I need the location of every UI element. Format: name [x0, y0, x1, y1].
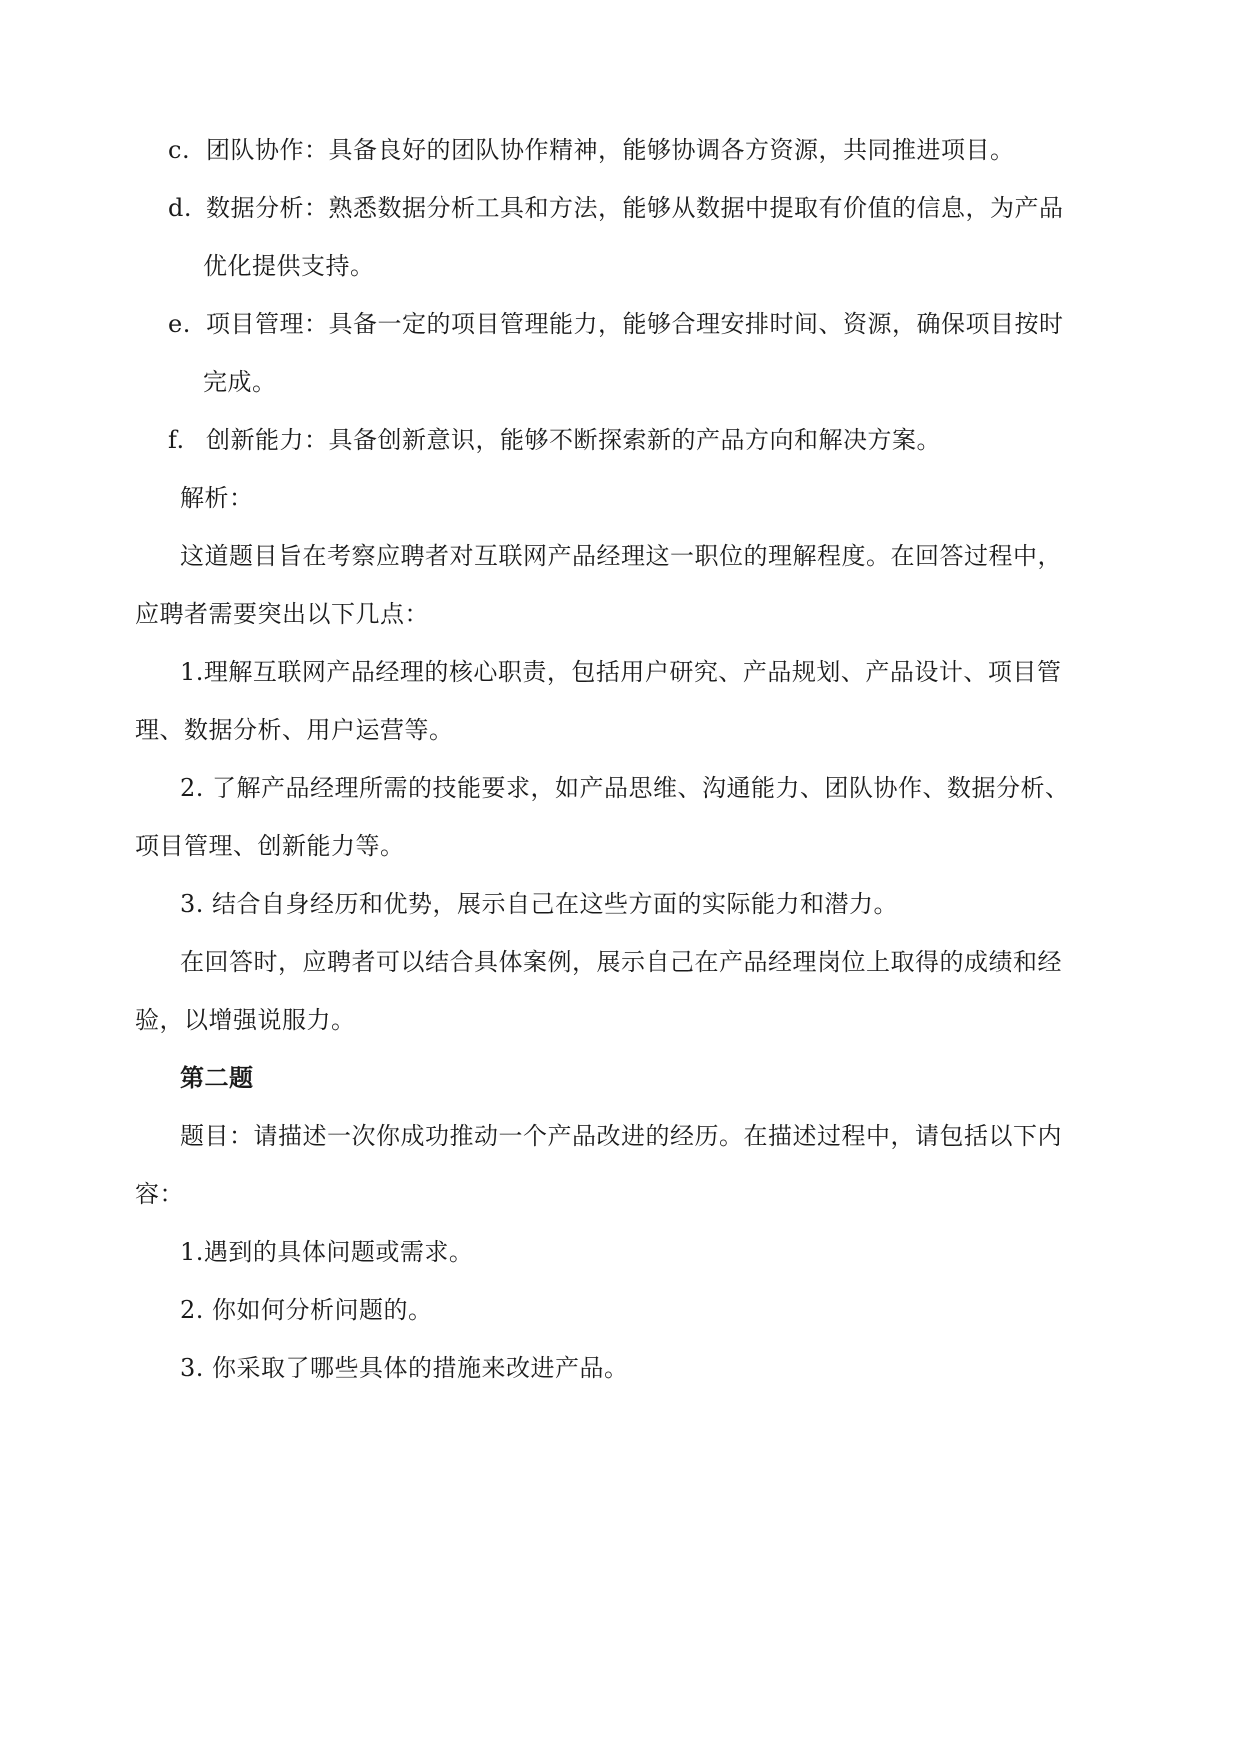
list-item-e-continuation: 完成。: [203, 368, 277, 396]
analysis-point-2: 2. 了解产品经理所需的技能要求，如产品思维、沟通能力、团队协作、数据分析、: [180, 774, 1070, 802]
list-item-text: 项目管理：具备一定的项目管理能力，能够合理安排时间、资源，确保项目按时: [206, 310, 1064, 338]
analysis-point-3: 3. 结合自身经历和优势，展示自己在这些方面的实际能力和潜力。: [180, 890, 899, 918]
list-marker: f.: [168, 426, 185, 454]
analysis-point-2-continuation: 项目管理、创新能力等。: [135, 832, 405, 860]
question-item-2: 2. 你如何分析问题的。: [180, 1296, 433, 1324]
list-item-d-continuation: 优化提供支持。: [203, 252, 375, 280]
analysis-intro: 这道题目旨在考察应聘者对互联网产品经理这一职位的理解程度。在回答过程中，: [180, 542, 1062, 570]
analysis-advice: 在回答时，应聘者可以结合具体案例，展示自己在产品经理岗位上取得的成绩和经: [180, 948, 1062, 976]
question-item-3: 3. 你采取了哪些具体的措施来改进产品。: [180, 1354, 629, 1382]
list-item-text: 团队协作：具备良好的团队协作精神，能够协调各方资源，共同推进项目。: [206, 136, 1015, 164]
list-item-text: 数据分析：熟悉数据分析工具和方法，能够从数据中提取有价值的信息，为产品: [206, 194, 1064, 222]
analysis-point-1: 1.理解互联网产品经理的核心职责，包括用户研究、产品规划、产品设计、项目管: [180, 658, 1062, 686]
list-item-f: [168, 425, 941, 455]
section-heading: 第二题: [180, 1063, 254, 1092]
analysis-intro-continuation: 应聘者需要突出以下几点：: [135, 600, 429, 628]
list-item-d: [168, 193, 1064, 223]
list-item-c: [168, 135, 1015, 165]
list-item-e: [168, 309, 1064, 339]
analysis-point-1-continuation: 理、数据分析、用户运营等。: [135, 716, 454, 744]
list-marker: e.: [168, 310, 191, 338]
analysis-label: 解析：: [180, 484, 254, 512]
list-marker: c.: [168, 136, 191, 164]
question-prompt-continuation: 容：: [135, 1180, 184, 1208]
analysis-advice-continuation: 验，以增强说服力。: [135, 1006, 356, 1034]
list-item-text: 创新能力：具备创新意识，能够不断探索新的产品方向和解决方案。: [206, 426, 941, 454]
question-prompt: 题目：请描述一次你成功推动一个产品改进的经历。在描述过程中，请包括以下内: [180, 1122, 1062, 1150]
list-marker: d.: [168, 194, 192, 222]
question-item-1: 1.遇到的具体问题或需求。: [180, 1238, 474, 1266]
